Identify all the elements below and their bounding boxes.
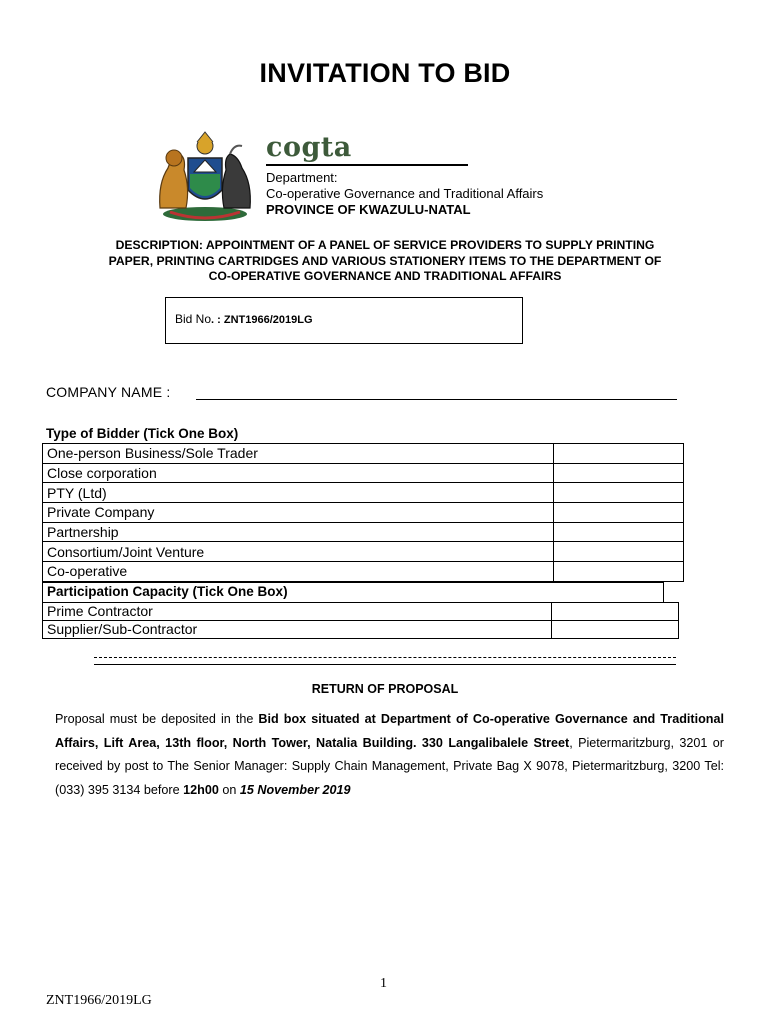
option-label: Private Company	[43, 503, 554, 523]
tick-box[interactable]	[554, 522, 684, 542]
option-label: PTY (Ltd)	[43, 483, 554, 503]
option-label: Co-operative	[43, 562, 554, 582]
bid-number-label: Bid No	[175, 312, 212, 326]
table-row	[43, 542, 684, 562]
table-row	[43, 603, 679, 621]
logo-dept-label: Department:	[266, 170, 338, 185]
deadline-date: 15 November 2019	[239, 782, 351, 797]
bid-number	[175, 312, 313, 326]
paragraph-bold: Bid box situated at Department of Co-operative Governance and Traditional Affairs, Lift Area, 13th floor, North Tower, Natalia Building. 330 Langalibalele Street	[55, 712, 724, 750]
company-name-field[interactable]	[196, 399, 677, 400]
logo-province: PROVINCE OF KWAZULU-NATAL	[266, 202, 471, 217]
tick-box[interactable]	[552, 621, 679, 639]
option-label: Prime Contractor	[43, 603, 552, 621]
bid-number-value: . : ZNT1966/2019LG	[211, 314, 313, 326]
table-row	[43, 562, 684, 582]
tick-box[interactable]	[554, 483, 684, 503]
option-label: Close corporation	[43, 463, 554, 483]
table-row	[43, 522, 684, 542]
paragraph-text: , Pietermaritzburg, 3201 or received by post to The Senior Manager: Supply Chain Management, Private Bag X 9078, Pietermaritzburg, 3200 Tel: (033) 395 3134 before	[55, 735, 724, 797]
logo-dept-name: Co-operative Governance and Traditional Affairs	[266, 186, 544, 201]
return-heading: RETURN OF PROPOSAL	[311, 682, 459, 696]
description-line: DESCRIPTION: APPOINTMENT OF A PANEL OF SERVICE PROVIDERS TO SUPPLY PRINTING	[115, 238, 655, 252]
page-title: INVITATION TO BID	[259, 58, 511, 88]
paragraph-text: on	[218, 782, 240, 797]
bidder-type-heading: Type of Bidder (Tick One Box)	[46, 426, 239, 441]
tick-box[interactable]	[554, 463, 684, 483]
option-label: Consortium/Joint Venture	[43, 542, 554, 562]
participation-heading: Participation Capacity (Tick One Box)	[47, 584, 288, 599]
tick-box[interactable]	[554, 562, 684, 582]
table-row	[43, 621, 679, 639]
tick-box[interactable]	[554, 503, 684, 523]
description-line: CO-OPERATIVE GOVERNANCE AND TRADITIONAL AFFAIRS	[208, 269, 562, 283]
table-row	[43, 483, 684, 503]
tick-box[interactable]	[554, 542, 684, 562]
description-line: PAPER, PRINTING CARTRIDGES AND VARIOUS STATIONERY ITEMS TO THE DEPARTMENT OF	[108, 253, 662, 268]
tick-box[interactable]	[552, 603, 679, 621]
separator-line	[94, 664, 676, 665]
coat-of-arms-icon	[150, 128, 260, 224]
option-label: Supplier/Sub-Contractor	[43, 621, 552, 639]
table-row	[43, 463, 684, 483]
footer-reference: ZNT1966/2019LG	[46, 993, 152, 1008]
participation-table	[42, 602, 679, 639]
logo-wordmark: cogta	[266, 132, 352, 163]
table-row	[43, 444, 684, 464]
deadline-time: 12h00	[183, 782, 219, 797]
logo-underline	[266, 164, 468, 166]
separator-dashed	[94, 657, 676, 658]
description	[50, 238, 720, 285]
option-label: Partnership	[43, 522, 554, 542]
company-name-label: COMPANY NAME :	[46, 384, 171, 400]
tick-box[interactable]	[554, 444, 684, 464]
paragraph-text: Proposal must be deposited in the	[55, 712, 259, 726]
return-paragraph	[55, 708, 724, 802]
page-number: 1	[380, 976, 387, 991]
option-label: One-person Business/Sole Trader	[43, 444, 554, 464]
table-row	[43, 503, 684, 523]
bidder-type-table	[42, 443, 684, 582]
